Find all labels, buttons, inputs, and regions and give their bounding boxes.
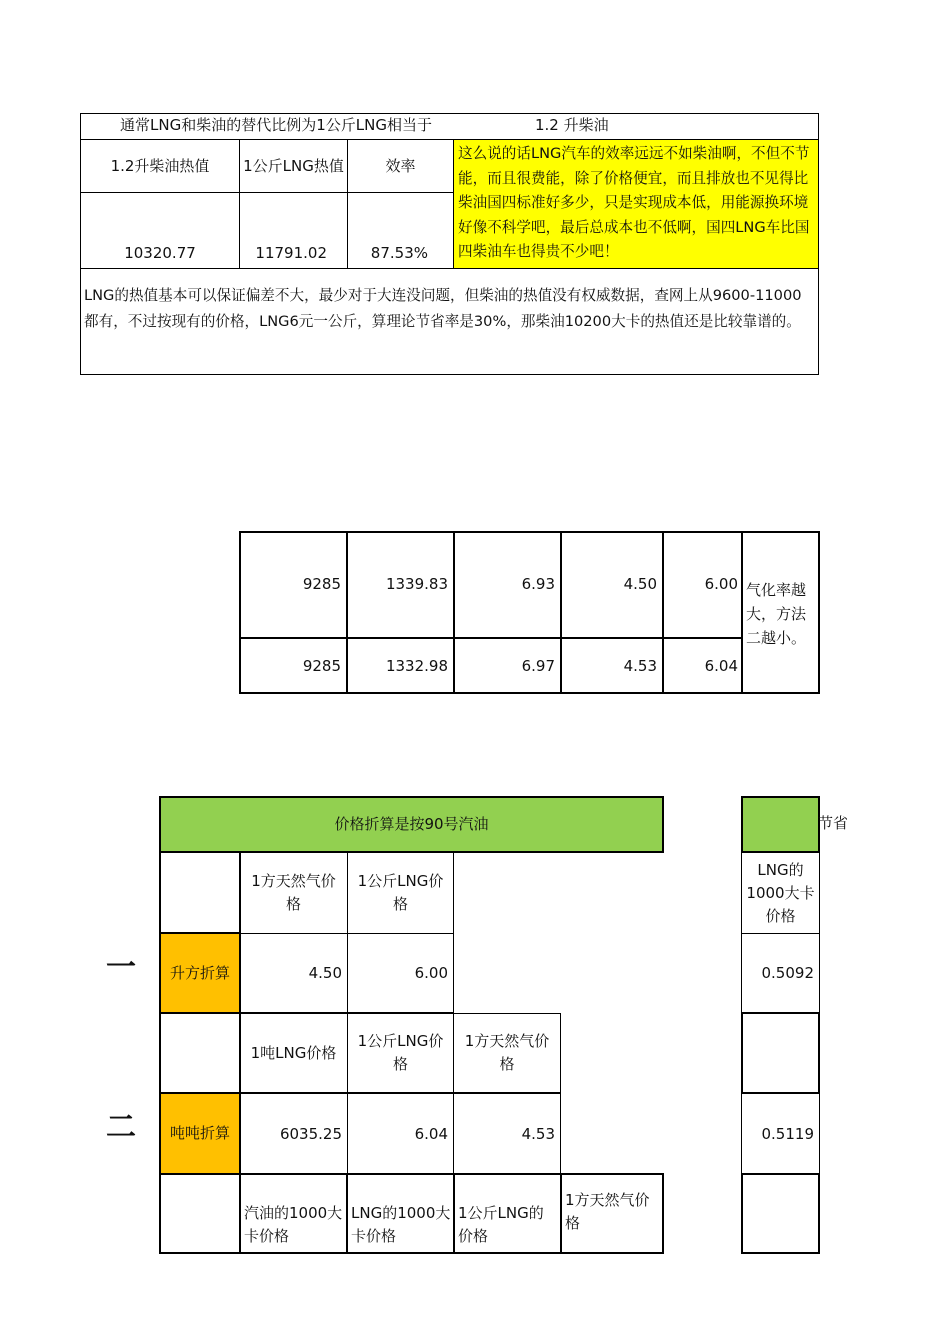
r1-header-gas-price: 1方天然气价格 <box>239 852 348 934</box>
r1-blank <box>159 851 241 934</box>
value-efficiency: 87.53% <box>370 244 428 262</box>
r3-header-gas: 1方天然气价格 <box>565 1191 650 1232</box>
r2-right-value: 0.5119 <box>741 1093 820 1174</box>
ratio-text: 通常LNG和柴油的替代比例为1公斤LNG相当于 <box>120 116 432 134</box>
r2-header-kg-lng: 1公斤LNG价格 <box>347 1013 454 1093</box>
r2-value-gas: 4.53 <box>453 1093 561 1174</box>
right-header-savings: 节省 <box>818 814 849 832</box>
r3-cell <box>453 1173 562 1254</box>
t2-note: 气化率越大，方法二越小。 <box>746 581 807 647</box>
value-diesel-heat-cell <box>80 192 240 269</box>
r3-header-petrol: 汽油的1000大卡价格 <box>244 1204 343 1245</box>
r1-value-gas: 4.50 <box>239 933 348 1013</box>
t2-cell <box>560 531 664 639</box>
t2-r2-c3: 6.97 <box>453 637 562 694</box>
right-header-cell <box>741 796 820 853</box>
row-label-sheng-fang: 升方折算 <box>159 932 241 1014</box>
t2-cell <box>453 531 562 639</box>
value-lng-heat: 11791.02 <box>255 244 327 262</box>
r2-blank <box>159 1012 241 1094</box>
value-lng-heat-cell <box>239 192 348 269</box>
value-efficiency-cell <box>347 192 454 269</box>
r3-cell <box>346 1173 455 1254</box>
r2-header-ton-lng: 1吨LNG价格 <box>239 1013 348 1093</box>
t2-r1-c2: 1339.83 <box>385 575 448 593</box>
t2-r1-c5: 6.00 <box>704 575 738 593</box>
row-label-dun-dun: 吨吨折算 <box>159 1092 241 1175</box>
header-lng-heat: 1公斤LNG热值 <box>239 139 348 193</box>
r3-cell <box>560 1173 664 1254</box>
price-title: 价格折算是按90号汽油 <box>159 796 664 853</box>
r1-value-lng: 6.00 <box>347 933 454 1013</box>
t2-r1-c3: 6.93 <box>521 575 555 593</box>
r2-right-blank <box>741 1012 820 1094</box>
ratio-value: 1.2 升柴油 <box>535 116 609 134</box>
comment-cell: 这么说的话LNG汽车的效率远远不如柴油啊，不但不节能，而且很费能，除了价格便宜，而且排放也不见得比柴油国四标准好多少，只是实现成本低，用能源换环境好像不科学吧，最后总成本也不低啊，国四LNG车比国四柴油车也得贵不少吧！ <box>453 139 819 269</box>
t2-r2-c4: 4.53 <box>560 637 664 694</box>
r1-right-value: 0.5092 <box>741 933 820 1013</box>
t2-cell <box>239 531 348 639</box>
method-one-mark: 一 <box>106 950 136 985</box>
method-two-mark: 二 <box>106 1110 136 1145</box>
r3-right-blank <box>741 1173 820 1254</box>
r1-right-header: LNG的1000大卡价格 <box>741 852 820 934</box>
t2-r1-c4: 4.50 <box>623 575 657 593</box>
t2-r2-c5: 6.04 <box>662 637 743 694</box>
value-diesel-heat: 10320.77 <box>124 244 196 262</box>
r3-blank <box>159 1173 241 1254</box>
t2-r2-c1: 9285 <box>239 637 348 694</box>
r2-header-gas: 1方天然气价格 <box>453 1013 561 1093</box>
header-efficiency: 效率 <box>347 139 454 193</box>
r2-value-kg: 6.04 <box>347 1093 454 1174</box>
r3-header-kg-lng: 1公斤LNG的价格 <box>458 1204 544 1245</box>
r3-cell <box>239 1173 348 1254</box>
t2-r2-c2: 1332.98 <box>346 637 455 694</box>
t2-note-cell <box>741 531 820 694</box>
header-diesel-heat: 1.2升柴油热值 <box>80 139 240 193</box>
r3-header-lng-1000: LNG的1000大卡价格 <box>351 1204 451 1245</box>
t2-cell <box>662 531 743 639</box>
t2-r1-c1: 9285 <box>302 575 341 593</box>
r2-value-ton: 6035.25 <box>239 1093 348 1174</box>
note-text: LNG的热值基本可以保证偏差不大，最少对于大连没问题，但柴油的热值没有权威数据，查网上从9600-11000都有，不过按现有的价格，LNG6元一公斤，算理论节省率是30%，那柴油10200大卡的热值还是比较靠谱的。 <box>84 287 802 330</box>
t2-cell <box>346 531 455 639</box>
r1-header-lng-price: 1公斤LNG价格 <box>347 852 454 934</box>
